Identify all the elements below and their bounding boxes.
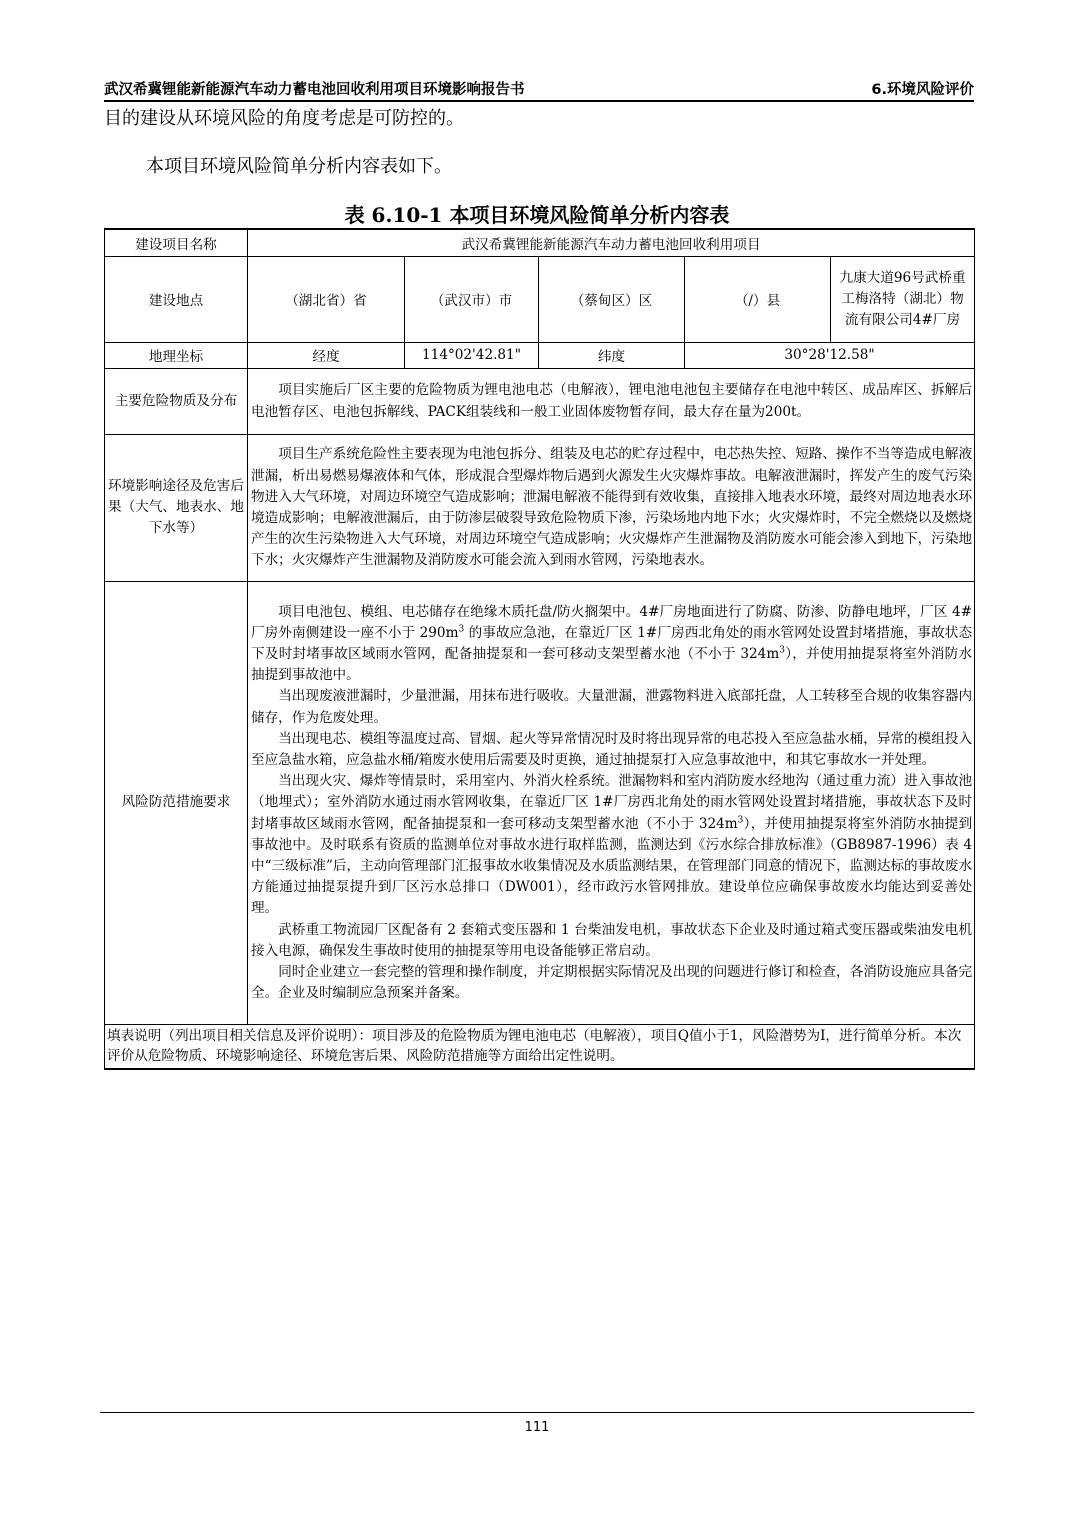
table-row [105,581,975,1024]
measures-paragraph: 当出现废液泄漏时，少量泄漏，用抹布进行吸收。大量泄漏，泄露物料进入底部托盘，人工转移至合规的收集容器内储存，作为危废处理。 [251,688,973,726]
table-row [105,229,975,256]
measures-paragraph: 同时企业建立一套完整的管理和操作制度，并定期根据实际情况及出现的问题进行修订和检查，各消防设施应具备完全。企业及时编制应急预案并备案。 [251,964,973,1002]
table-row [105,368,975,434]
measures-paragraph: 武桥重工物流园厂区配备有 2 套箱式变压器和 1 台柴油发电机，事故状态下企业及时通过箱式变压器或柴油发电机接入电源，确保发生事故时使用的抽提泵等用电设备能够正常启动。 [251,921,973,959]
district-cell: （蔡甸区）区 [539,256,685,342]
risk-analysis-table [104,228,975,1070]
table-row [105,342,975,368]
address-cell: 九康大道96号武桥重工梅洛特（湖北）物流有限公司4#厂房 [831,256,975,342]
page-number: 111 [524,1420,550,1435]
project-name: 武汉希冀锂能新能源汽车动力蓄电池回收利用项目 [248,229,975,256]
measures-paragraph: 当出现火灾、爆炸等情景时，采用室内、外消火栓系统。泄漏物料和室内消防废水经地沟（通过重力流）进入事故池（地埋式）；室外消防水通过雨水管网收集，在靠近厂区 1#厂房西北角处的雨水管网处设置封堵措施，事故状态下及时封堵事故区域雨水管网，配备抽提泵和一套可移动支架型蓄水池（不小于 $324m^3$），并使用抽提泵将室外消防水抽提到事故池中。及时联系有资质的监测单位对事故水进行取样监测，监测达到《污水综合排放标准》（GB8987-1996）表 4 中“三级标准”后，主动向管理部门汇报事故水收集情况及水质监测结果，在管理部门同意的情况下，监测达标的事故废水方能通过抽提泵提升到厂区污水总排口（DW001），经市政污水管网排放。建设单位应确保事故废水均能达到妥善处理。 [251,773,973,917]
intro-line-1: 目的建设从环境风险的角度考虑是可防控的。 [104,108,464,129]
intro-line-2: 本项目环境风险简单分析内容表如下。 [146,156,452,177]
location-label: 建设地点 [105,256,248,342]
table-row [105,434,975,581]
province-cell: （湖北省）省 [248,256,405,342]
latitude-label: 纬度 [539,342,685,368]
hazard-description: 项目实施后厂区主要的危险物质为锂电池电芯（电解液），锂电池电池包主要储存在电池中转区、成品库区、拆解后电池暂存区、电池包拆解线、PACK组装线和一般工业固体废物暂存间，最大存在量为200t。 [248,368,975,434]
project-name-label: 建设项目名称 [105,229,248,256]
table-row [105,1024,975,1069]
longitude-label: 经度 [248,342,405,368]
measures-description [248,581,975,1024]
measures-label: 风险防范措施要求 [105,581,248,1024]
county-cell: （/）县 [685,256,831,342]
hazard-label: 主要危险物质及分布 [105,368,248,434]
measures-paragraph: 项目电池包、模组、电芯储存在绝缘木质托盘/防火搁架中。4#厂房地面进行了防腐、防渗、防静电地坪，厂区 4#厂房外南侧建设一座不小于 $290m^3$ 的事故应急池，在靠近厂区 1#厂房西北角处的雨水管网处设置封堵措施，事故状态下及时封堵事故区域雨水管网，配备抽提泵和一套可移动支架型蓄水池（不小于 $324m^3$），并使用抽提泵将室外消防水抽提到事故池中。 [251,603,973,684]
city-cell: （武汉市）市 [405,256,539,342]
section-title: 6.环境风险评价 [871,82,974,98]
document-title: 武汉希冀锂能新能源汽车动力蓄电池回收利用项目环境影响报告书 [104,82,525,98]
impact-description: 项目生产系统危险性主要表现为电池包拆分、组装及电芯的贮存过程中，电芯热失控、短路、操作不当等造成电解液泄漏，析出易燃易爆液体和气体，形成混合型爆炸物后遇到火源发生火灾爆炸事故。电解液泄漏时，挥发产生的废气污染物进入大气环境，对周边环境空气造成影响；泄漏电解液不能得到有效收集，直接排入地表水环境，最终对周边地表水环境造成影响；电解液泄漏后，由于防渗层破裂导致危险物质下渗，污染场地内地下水；火灾爆炸时，不完全燃烧以及燃烧产生的次生污染物进入大气环境，对周边环境空气造成影响；火灾爆炸产生泄漏物及消防废水可能会渗入到地下，污染地下水；火灾爆炸产生泄漏物及消防废水可能会流入到雨水管网，污染地表水。 [248,434,975,581]
latitude-value: 30°28'12.58" [685,342,975,368]
measures-paragraph: 当出现电芯、模组等温度过高、冒烟、起火等异常情况时及时将出现异常的电芯投入至应急盐水桶，异常的模组投入至应急盐水箱，应急盐水桶/箱废水使用后需要及时更换，通过抽提泵打入应急事故池中，和其它事故水一并处理。 [251,730,973,768]
table-row [105,256,975,342]
impact-label: 环境影响途径及危害后果（大气、地表水、地下水等） [105,434,248,581]
coordinates-label: 地理坐标 [105,342,248,368]
longitude-value: 114°02'42.81" [405,342,539,368]
footer-divider [100,1412,974,1413]
table-note: 填表说明（列出项目相关信息及评价说明）：项目涉及的危险物质为锂电池电芯（电解液），项目Q值小于1，风险潜势为I，进行简单分析。本次评价从危险物质、环境影响途径、环境危害后果、风险防范措施等方面给出定性说明。 [105,1024,975,1069]
table-caption: 表 6.10-1 本项目环境风险简单分析内容表 [344,203,730,227]
page-header [104,76,974,102]
